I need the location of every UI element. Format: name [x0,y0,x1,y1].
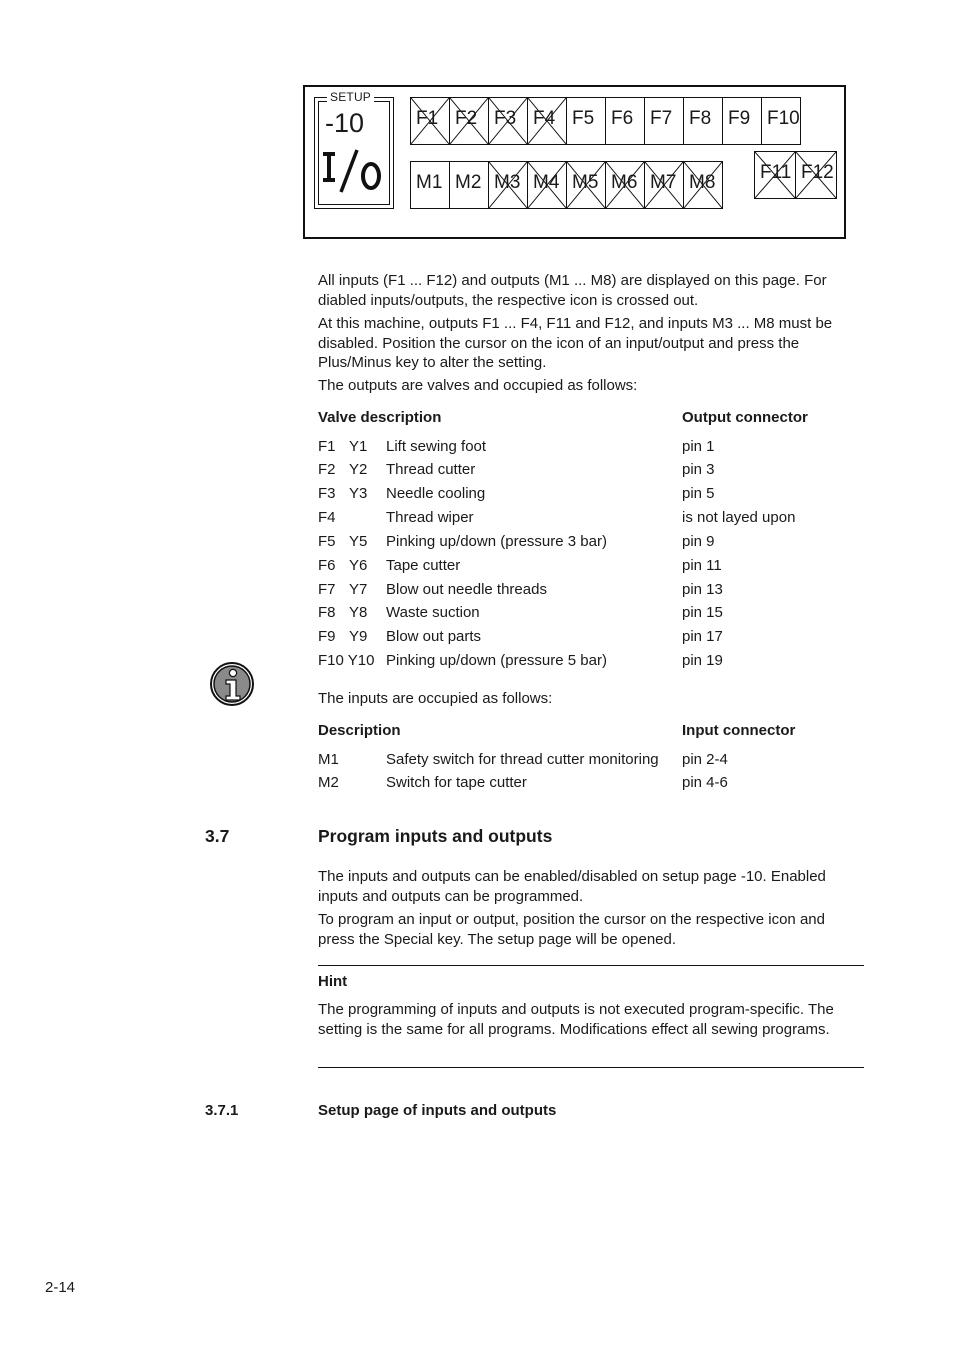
output-key-label: F8 [689,108,712,129]
output-key-label: F2 [455,108,478,129]
input-key-m7[interactable] [644,161,684,209]
input-connector: pin 2-4 [682,751,728,768]
io-symbol-icon [323,148,389,196]
valve-description: Needle cooling [386,485,486,502]
valve-row [318,484,878,504]
valve-row [318,627,878,647]
input-header-connector: Input connector [682,722,796,739]
valve-row [318,437,878,457]
input-key-m3[interactable] [488,161,528,209]
valve-description: Blow out needle threads [386,581,547,598]
output-key-f3[interactable] [488,97,528,145]
valve-connector: is not layed upon [682,509,796,526]
output-key-label: F4 [533,108,556,129]
output-key-label: F1 [416,108,439,129]
valve-connector: pin 5 [682,485,715,502]
input-id: M2 [318,774,339,791]
output-key-f4[interactable] [527,97,567,145]
valve-row [318,580,878,600]
intro-paragraph-3: The outputs are valves and occupied as follows: [318,377,638,394]
output-key-label: F12 [801,162,834,183]
output-key-f11[interactable] [754,151,796,199]
setup-display-figure [303,85,846,239]
valve-description: Blow out parts [386,628,482,645]
valve-connector: pin 17 [682,628,723,645]
input-id: M1 [318,751,339,768]
valve-connector: pin 15 [682,604,723,621]
input-key-label: M1 [416,172,443,193]
output-keys-row [411,97,801,145]
valve-header-description: Valve description [318,409,442,426]
valve-id: Y6 [349,557,368,574]
output-key-label: F3 [494,108,517,129]
valve-row [318,460,878,480]
output-key-label: F7 [650,108,673,129]
valve-id: Y7 [349,581,368,598]
input-key-label: M8 [689,172,716,193]
input-connector: pin 4-6 [682,774,728,791]
page-number: 2-14 [45,1279,76,1296]
valve-description: Pinking up/down (pressure 5 bar) [386,652,607,669]
valve-id: Y2 [349,461,368,478]
output-key-f9[interactable] [722,97,762,145]
valve-output: F3 [318,485,336,502]
valve-connector: pin 1 [682,438,715,455]
input-key-label: M4 [533,172,560,193]
valve-output: F5 [318,533,336,550]
valve-output: F4 [318,509,336,526]
valve-row [318,651,878,671]
valve-output: F2 [318,461,336,478]
valve-row [318,508,878,528]
valve-output: F7 [318,581,336,598]
input-key-m4[interactable] [527,161,567,209]
input-key-label: M2 [455,172,482,193]
setup-page-box [314,90,394,209]
output-key-f2[interactable] [449,97,489,145]
valve-row [318,603,878,623]
input-key-m1[interactable] [410,161,450,209]
valve-output: F9 [318,628,336,645]
valve-row [318,532,878,552]
input-header-description: Description [318,722,401,739]
hint-text: The programming of inputs and outputs is not executed program-specific. The setting is the same for all programs. Modifications effect all sewing programs. [318,1001,834,1038]
input-key-label: M5 [572,172,599,193]
output-key-f10[interactable] [761,97,801,145]
output-key-label: F11 [760,162,792,183]
valve-description: Lift sewing foot [386,438,487,455]
output-key-f8[interactable] [683,97,723,145]
valve-output: F8 [318,604,336,621]
input-table-header [318,721,878,741]
input-key-m5[interactable] [566,161,606,209]
valve-table-header [318,408,878,428]
valve-row [318,556,878,576]
valve-header-connector: Output connector [682,409,808,426]
inputs-intro: The inputs are occupied as follows: [318,690,553,707]
input-key-label: M6 [611,172,638,193]
input-keys-row [411,161,723,209]
input-key-label: M3 [494,172,521,193]
valve-id: Y8 [349,604,368,621]
subsection-number: 3.7.1 [205,1102,239,1119]
setup-page-number: -10 [325,108,365,138]
output-key-f7[interactable] [644,97,684,145]
output-key-f12[interactable] [795,151,837,199]
valve-id: Y5 [349,533,368,550]
valve-description: Thread wiper [386,509,474,526]
input-key-m6[interactable] [605,161,645,209]
valve-id: Y1 [349,438,368,455]
input-description: Switch for tape cutter [386,774,527,791]
valve-output: F10 Y10 [318,652,375,669]
input-row [318,773,878,793]
valve-connector: pin 19 [682,652,723,669]
hint-top-rule [318,965,864,966]
section-title: Program inputs and outputs [318,826,553,846]
valve-description: Waste suction [386,604,480,621]
intro-paragraph-1: All inputs (F1 ... F12) and outputs (M1 ... M8) are displayed on this page. For diabled inputs/outputs, the respective icon is crossed out. [318,272,827,309]
info-icon [209,661,255,707]
output-key-label: F6 [611,108,634,129]
subsection-title: Setup page of inputs and outputs [318,1102,557,1119]
valve-connector: pin 13 [682,581,723,598]
output-key-label: F9 [728,108,751,129]
valve-description: Pinking up/down (pressure 3 bar) [386,533,607,550]
input-description: Safety switch for thread cutter monitoring [386,751,659,768]
valve-description: Thread cutter [386,461,476,478]
input-row [318,750,878,770]
valve-output: F6 [318,557,336,574]
output-key-f1[interactable] [410,97,450,145]
output-key-label: F10 [767,108,800,129]
output-key-label: F5 [572,108,595,129]
output-key-f5[interactable] [566,97,606,145]
valve-description: Tape cutter [386,557,461,574]
input-key-label: M7 [650,172,677,193]
output-key-f6[interactable] [605,97,645,145]
valve-connector: pin 3 [682,461,715,478]
valve-connector: pin 11 [682,557,722,574]
setup-label: SETUP [327,90,374,104]
valve-id: Y3 [349,485,368,502]
section-paragraph-1: The inputs and outputs can be enabled/disabled on setup page -10. Enabled inputs and outputs can be programmed. [318,868,826,905]
input-key-m2[interactable] [449,161,489,209]
hint-title: Hint [318,973,348,990]
valve-id: Y9 [349,628,368,645]
valve-output: F1 [318,438,336,455]
hint-bottom-rule [318,1067,864,1068]
output-keys-row-2 [755,151,837,199]
section-number: 3.7 [205,826,230,846]
intro-paragraph-2: At this machine, outputs F1 ... F4, F11 and F12, and inputs M3 ... M8 must be disabled. Position the cursor on the icon of an input/output and press the Plus/Minus key to alter the setting. [318,315,833,371]
input-key-m8[interactable] [683,161,723,209]
valve-connector: pin 9 [682,533,715,550]
section-paragraph-2: To program an input or output, position the cursor on the respective icon and press the Special key. The setup page will be opened. [318,911,825,948]
